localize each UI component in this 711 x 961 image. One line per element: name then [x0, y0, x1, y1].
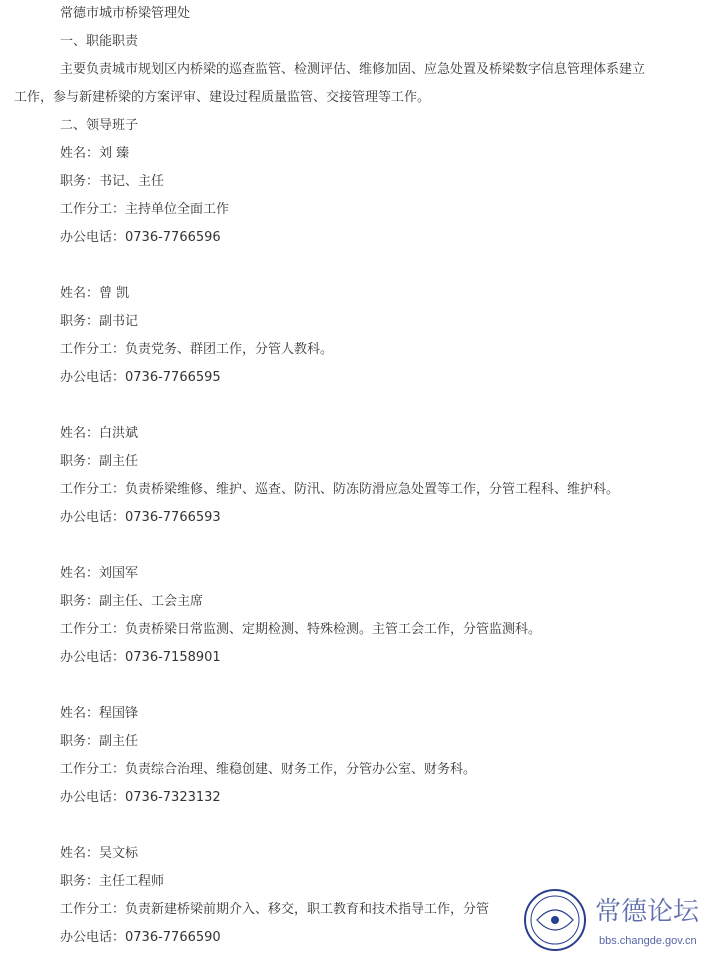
leader-position: 职务：副书记: [60, 314, 139, 329]
leader-duty: 工作分工：负责党务、群团工作，分管人教科。: [60, 342, 334, 357]
leader-position: 职务：书记、主任: [60, 174, 165, 189]
duties-paragraph-line-1: 主要负责城市规划区内桥梁的巡查监管、检测评估、维修加固、应急处置及桥梁数字信息管理体系建立: [60, 62, 646, 77]
duties-paragraph-line-2: 工作，参与新建桥梁的方案评审、建设过程质量监管、交接管理等工作。: [14, 90, 431, 105]
leader-name: 姓名：白洪斌: [60, 426, 139, 441]
spacer: [0, 252, 711, 280]
leader-entry: [0, 140, 711, 280]
spacer: [0, 392, 711, 420]
leader-phone: 办公电话：0736-7766593: [60, 510, 221, 525]
leader-name: 姓名：刘 臻: [60, 146, 130, 161]
leader-name: 姓名：曾 凯: [60, 286, 130, 301]
leader-phone: 办公电话：0736-7766595: [60, 370, 221, 385]
leader-name: 姓名：程国锋: [60, 706, 139, 721]
leader-phone: 办公电话：0736-7766596: [60, 230, 221, 245]
leader-entry: [0, 700, 711, 840]
leader-entry: [0, 420, 711, 560]
leader-duty: 工作分工：负责综合治理、维稳创建、财务工作，分管办公室、财务科。: [60, 762, 477, 777]
leader-position: 职务：副主任、工会主席: [60, 594, 204, 609]
leader-entry: [0, 280, 711, 420]
leader-phone: 办公电话：0736-7158901: [60, 650, 221, 665]
leader-name: 姓名：刘国军: [60, 566, 139, 581]
watermark-site-name: 常德论坛: [595, 897, 700, 927]
section-heading-leadership: 二、领导班子: [60, 118, 139, 133]
leader-entry: [0, 560, 711, 700]
forum-watermark: [515, 880, 711, 957]
spacer: [0, 812, 711, 840]
org-title: 常德市城市桥梁管理处: [60, 6, 191, 21]
leader-position: 职务：副主任: [60, 454, 139, 469]
section-heading-duties: 一、职能职责: [60, 34, 139, 49]
leader-duty: 工作分工：负责桥梁日常监测、定期检测、特殊检测。主管工会工作，分管监测科。: [60, 622, 542, 637]
leader-name: 姓名：吴文标: [60, 846, 139, 861]
leader-position: 职务：副主任: [60, 734, 139, 749]
watermark-url: bbs.changde.gov.cn: [599, 935, 697, 947]
spacer: [0, 672, 711, 700]
leader-duty: 工作分工：主持单位全面工作: [60, 202, 230, 217]
watermark-logo: [515, 880, 711, 957]
leader-phone: 办公电话：0736-7323132: [60, 790, 221, 805]
leader-duty: 工作分工：负责新建桥梁前期介入、移交，职工教育和技术指导工作，分管: [60, 902, 490, 917]
leader-position: 职务：主任工程师: [60, 874, 165, 889]
leader-phone: 办公电话：0736-7766590: [60, 930, 221, 945]
leader-duty: 工作分工：负责桥梁维修、维护、巡查、防汛、防冻防滑应急处置等工作，分管工程科、维护科。: [60, 482, 620, 497]
spacer: [0, 532, 711, 560]
